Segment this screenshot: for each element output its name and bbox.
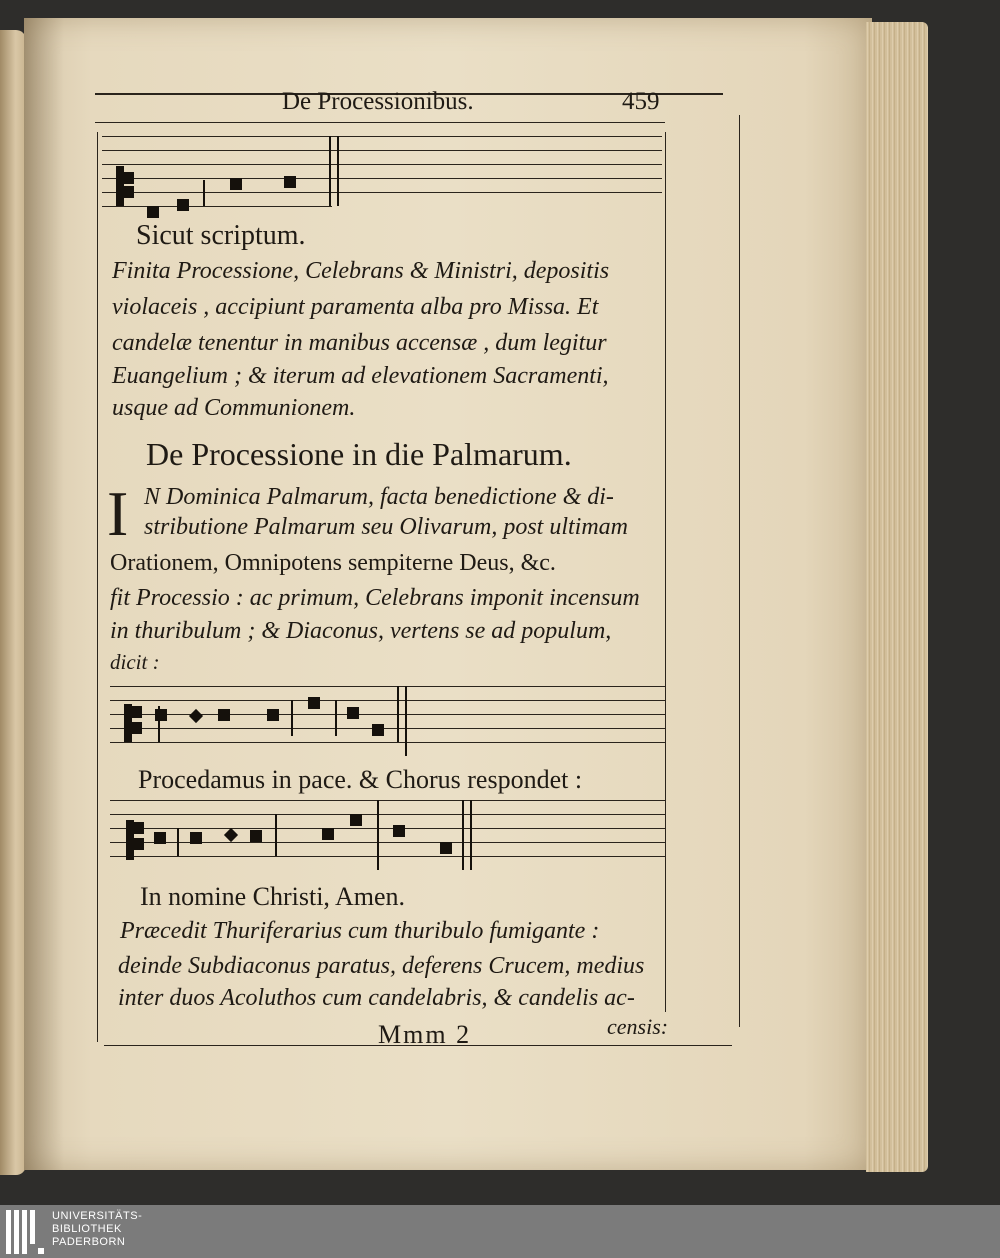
library-name-line-3: PADERBORN <box>52 1236 126 1248</box>
rubric-line-1: Finita Processione, Celebrans & Ministri, depositis <box>112 258 610 284</box>
music-staff-2 <box>110 686 666 756</box>
rubric-line-2: violaceis , accipiunt paramenta alba pro Missa. Et <box>112 294 599 320</box>
body-line-1: N Dominica Palmarum, facta benedictione & di- <box>144 484 614 510</box>
music-staff-3 <box>110 800 666 870</box>
facing-page-edge <box>0 30 26 1175</box>
header-underline <box>95 122 665 123</box>
closing-line-3: inter duos Acoluthos cum candelabris, & candelis ac- <box>118 985 635 1011</box>
rubric-line-5: usque ad Communionem. <box>112 395 356 421</box>
rubric-line-4: Euangelium ; & iterum ad elevationem Sacramenti, <box>112 363 609 389</box>
library-logo-icon <box>6 1210 44 1254</box>
signature-mark: Mmm 2 <box>378 1020 472 1049</box>
drop-cap: I <box>107 478 129 549</box>
body-line-2: stributione Palmarum seu Olivarum, post ultimam <box>144 514 628 540</box>
library-footer-bar <box>0 1205 1000 1258</box>
chant-text-sicut: Sicut scriptum. <box>136 220 306 251</box>
music-staff-1 <box>102 136 662 216</box>
body-line-4: fit Processio : ac primum, Celebrans imponit incensum <box>110 585 640 611</box>
catchword: censis: <box>607 1014 669 1039</box>
closing-line-1: Præcedit Thuriferarius cum thuribulo fumigante : <box>120 918 600 944</box>
library-name-line-1: UNIVERSITÄTS- <box>52 1210 143 1222</box>
chant-text-procedamus: Procedamus in pace. & Chorus respondet : <box>138 765 583 794</box>
rubric-line-3: candelæ tenentur in manibus accensæ , dum legitur <box>112 330 607 356</box>
running-head-title: De Processionibus. <box>282 88 474 115</box>
body-line-6: dicit : <box>110 650 160 674</box>
frame-left <box>97 132 98 1042</box>
library-name-line-2: BIBLIOTHEK <box>52 1223 122 1235</box>
body-line-3: Orationem, Omnipotens sempiterne Deus, &c. <box>110 550 556 576</box>
page-number: 459 <box>622 88 660 115</box>
inner-frame-right <box>665 132 666 1012</box>
closing-line-2: deinde Subdiaconus paratus, deferens Crucem, medius <box>118 953 645 979</box>
chant-text-in-nomine: In nomine Christi, Amen. <box>140 882 406 911</box>
section-heading-palmarum: De Processione in die Palmarum. <box>146 436 572 472</box>
body-line-5: in thuribulum ; & Diaconus, vertens se ad populum, <box>110 618 612 644</box>
gutter-shadow <box>24 18 64 1170</box>
page-fore-edge <box>866 22 928 1172</box>
frame-right <box>739 115 740 1027</box>
